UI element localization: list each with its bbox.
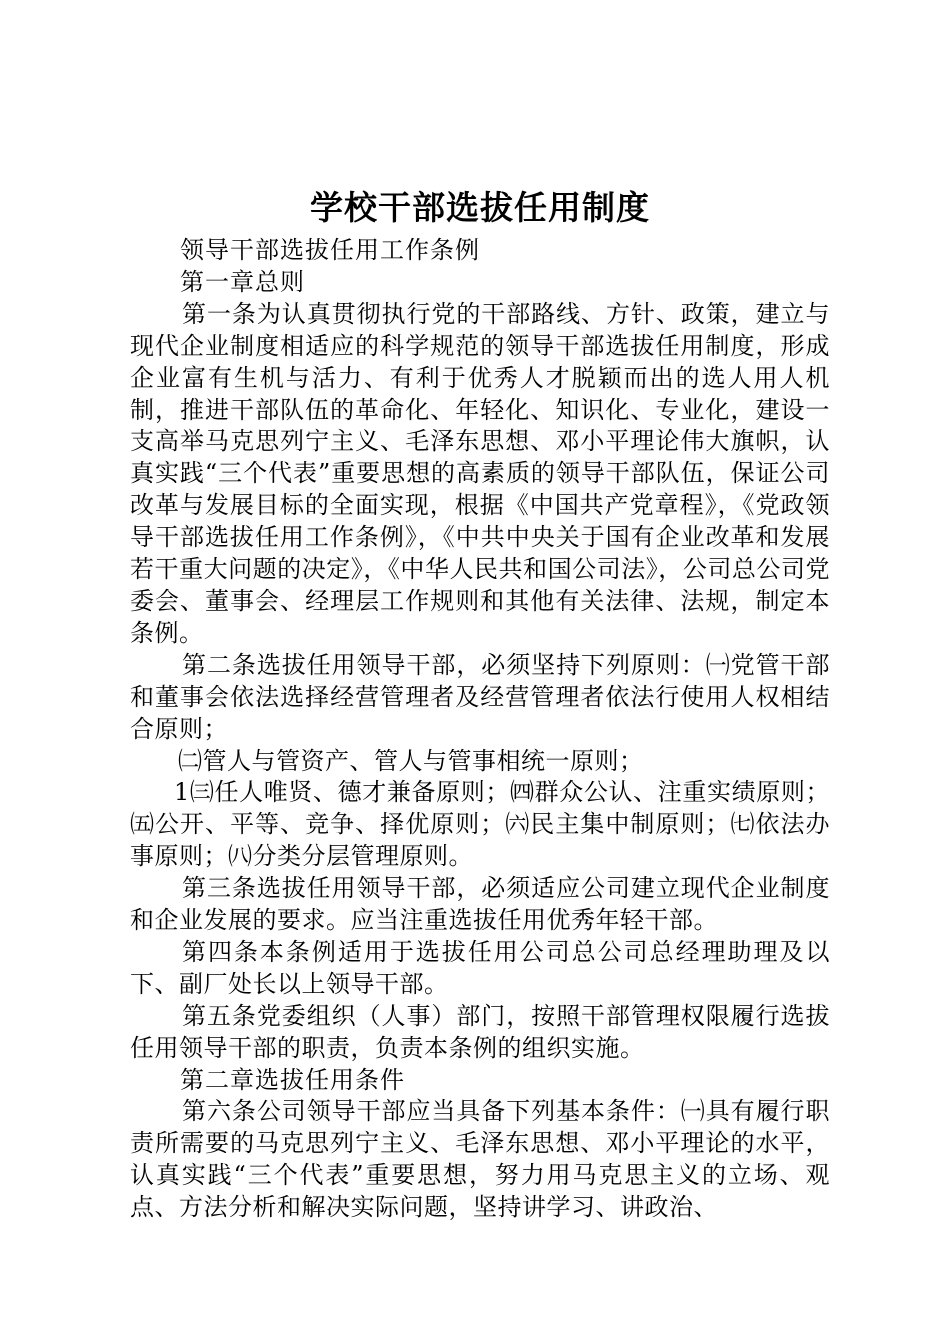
article-3: 第三条选拔任用领导干部，必须适应公司建立现代企业制度和企业发展的要求。应当注重选拔任用优秀年轻干部。 xyxy=(130,874,830,935)
chapter-heading-1: 第一章总则 xyxy=(180,267,305,296)
article-2-items-3-8: 1㈢任人唯贤、德才兼备原则；㈣群众公认、注重实绩原则；㈤公开、平等、竞争、择优原则；㈥民主集中制原则；㈦依法办事原则；㈧分类分层管理原则。 xyxy=(130,778,830,871)
chapter-heading-2: 第二章选拔任用条件 xyxy=(180,1065,405,1094)
article-5: 第五条党委组织（人事）部门，按照干部管理权限履行选拔任用领导干部的职责，负责本条例的组织实施。 xyxy=(130,1001,830,1062)
article-2-item-2: ㈡管人与管资产、管人与管事相统一原则； xyxy=(178,746,644,775)
document-title: 学校干部选拔任用制度 xyxy=(310,188,650,227)
article-2: 第二条选拔任用领导干部，必须坚持下列原则：㈠党管干部和董事会依法选择经营管理者及经营管理者依法行使用人权相结合原则； xyxy=(130,650,830,743)
document-page xyxy=(130,183,830,1224)
article-4: 第四条本条例适用于选拔任用公司总公司总经理助理及以下、副厂处长以上领导干部。 xyxy=(130,937,830,998)
article-1: 第一条为认真贯彻执行党的干部路线、方针、政策，建立与现代企业制度相适应的科学规范的领导干部选拔任用制度，形成企业富有生机与活力、有利于优秀人才脱颖而出的选人用人机制，推进干部队伍的革命化、年轻化、知识化、专业化，建设一支高举马克思列宁主义、毛泽东思想、邓小平理论伟大旗帜，认真实践“三个代表”重要思想的高素质的领导干部队伍，保证公司改革与发展目标的全面实现，根据《中国共产党章程》，《党政领导干部选拔任用工作条例》，《中共中央关于国有企业改革和发展若干重大问题的决定》，《中华人民共和国公司法》，公司总公司党委会、董事会、经理层工作规则和其他有关法律、法规，制定本条例。 xyxy=(130,299,830,647)
article-6: 第六条公司领导干部应当具备下列基本条件：㈠具有履行职责所需要的马克思列宁主义、毛泽东思想、邓小平理论的水平，认真实践“三个代表”重要思想，努力用马克思主义的立场、观点、方法分析和解决实际问题，坚持讲学习、讲政治、 xyxy=(130,1097,830,1222)
subtitle-line: 领导干部选拔任用工作条例 xyxy=(180,236,480,264)
